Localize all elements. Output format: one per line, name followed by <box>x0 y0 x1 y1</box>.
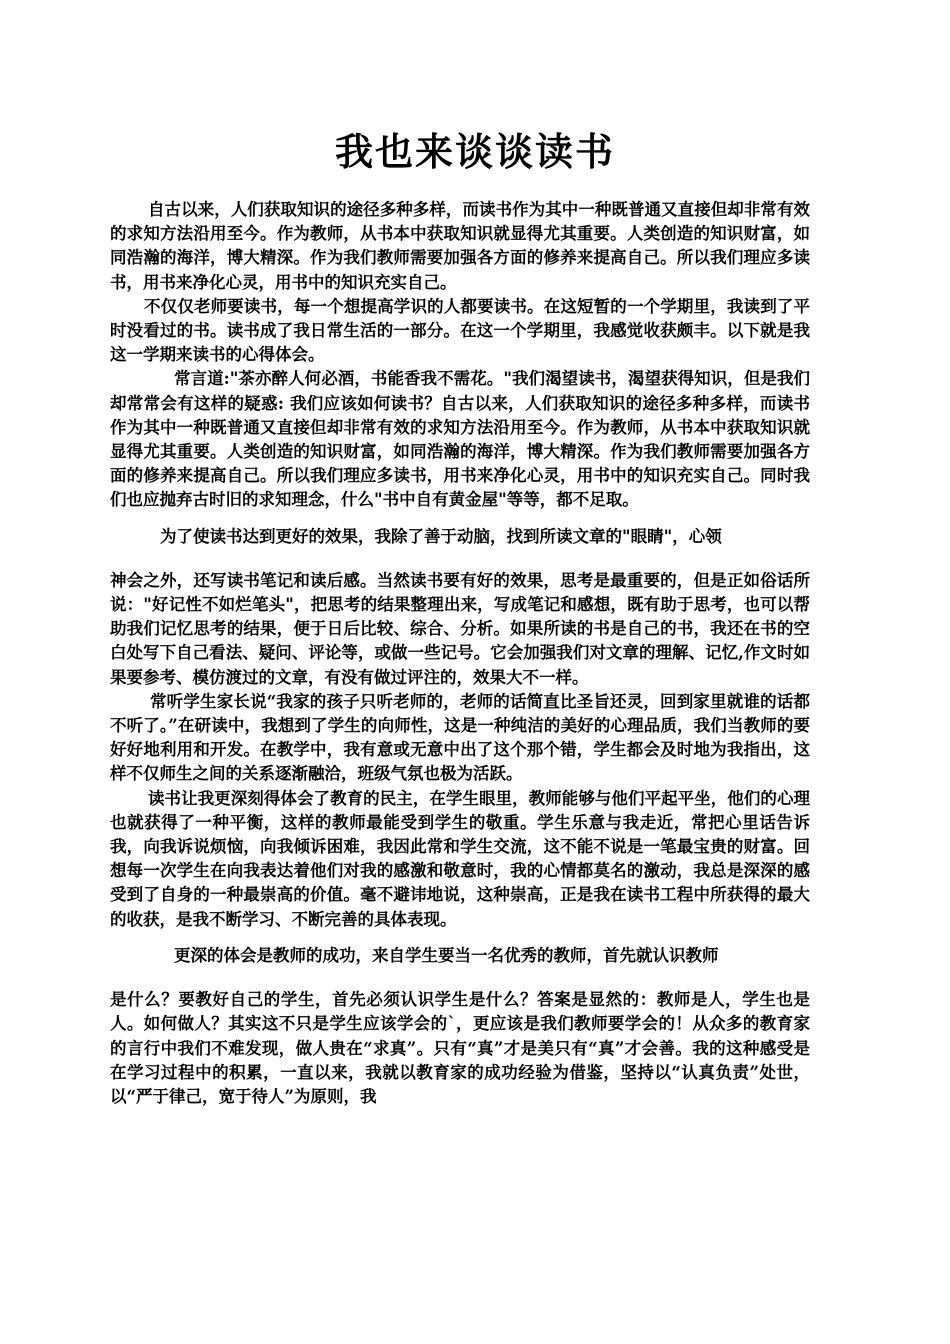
document-title: 我也来谈谈读书 <box>334 129 615 174</box>
paragraph-9: 是什么？要教好自己的学生，首先必须认识学生是什么？答案是显然的：教师是人，学生也是人。如何做人？其实这不只是学生应该学会的`，更应该是我们教师要学会的！从众多的教育家的言行中我们不难发现，做人贵在“求真”。只有“真”才是美只有“真”才会善。我的这种感受是在学习过程中的积累，一直以来，我就以教育家的成功经验为借鉴，坚持以“认真负责”处世，以“严于律己，宽于待人”为原则，我 <box>110 990 810 1106</box>
paragraph-6: 常听学生家长说“我家的孩子只听老师的，老师的话简直比圣旨还灵，回到家里就谁的话都不听了。”在研读中，我想到了学生的向师性，这是一种纯洁的美好的心理品质，我们当教师的要好好地利用和开发。在教学中，我有意或无意中出了这个那个错，学生都会及时地为我指出，这样不仅师生之间的关系逐渐融洽，班级气氛也极为活跃。 <box>110 691 810 784</box>
paragraph-4: 为了使读书达到更好的效果，我除了善于动脑，找到所读文章的"眼睛"，心领 <box>160 526 722 546</box>
paragraph-1: 自古以来，人们获取知识的途径多种多样，而读书作为其中一种既普通又直接但却非常有效的求知方法沿用至今。作为教师，从书本中获取知识就显得尤其重要。人类创造的知识财富，如同浩瀚的海洋，博大精深。作为我们教师需要加强各方面的修养来提高自己。所以我们理应多读书，用书来净化心灵，用书中的知识充实自己。 <box>110 200 810 292</box>
paragraph-5: 神会之外，还写读书笔记和读后感。当然读书要有好的效果，思考是最重要的，但是正如俗话所说："好记性不如烂笔头"，把思考的结果整理出来，写成笔记和感想，既有助于思考，也可以帮助我们记忆思考的结果，便于日后比较、综合、分析。如果所读的书是自己的书，我还在书的空白处写下自己看法、疑问、评论等，或做一些记号。它会加强我们对文章的理解、记忆,作文时如果要参考、模仿渡过的文章，有没有做过评注的，效果大不一样。 <box>110 570 810 687</box>
paragraph-7: 读书让我更深刻得体会了教育的民主，在学生眼里，教师能够与他们平起平坐，他们的心理也就获得了一种平衡，这样的教师最能受到学生的敬重。学生乐意与我走近，常把心里话告诉我，向我诉说烦恼，向我倾诉困难，我因此常和学生交流，这不能不说是一笔最宝贵的财富。回想每一次学生在向我表达着他们对我的感激和敬意时，我的心情都莫名的激动，我总是深深的感受到了自身的一种最崇高的价值。毫不避讳地说，这种崇高，正是我在读书工程中所获得的最大的收获，是我不断学习、不断完善的具体表现。 <box>110 788 810 929</box>
paragraph-8: 更深的体会是教师的成功，来自学生要当一名优秀的教师，首先就认识教师 <box>174 945 719 965</box>
paragraph-2: 不仅仅老师要读书，每一个想提高学识的人都要读书。在这短暂的一个学期里，我读到了平时没看过的书。读书成了我日常生活的一部分。在这一个学期里，我感觉收获颇丰。以下就是我这一学期来读书的心得体会。 <box>110 296 810 365</box>
paragraph-3: 常言道:"茶亦醉人何必酒，书能香我不需花。"我们渴望读书，渴望获得知识，但是我们却常常会有这样的疑惑: 我们应该如何读书？自古以来，人们获取知识的途径多种多样，而读书作为其中一种既普通又直接但却非常有效的求知方法沿用至今。作为教师，从书本中获取知识就显得尤其重要。人类创造的知识财富，如同浩瀚的海洋，博大精深。作为我们教师需要加强各方面的修养来提高自己。所以我们理应多读书，用书来净化心灵，用书中的知识充实自己。同时我们也应抛弃古时旧的求知理念，什么"书中自有黄金屋"等等，都不足取。 <box>110 369 810 510</box>
document-body <box>110 198 810 1109</box>
